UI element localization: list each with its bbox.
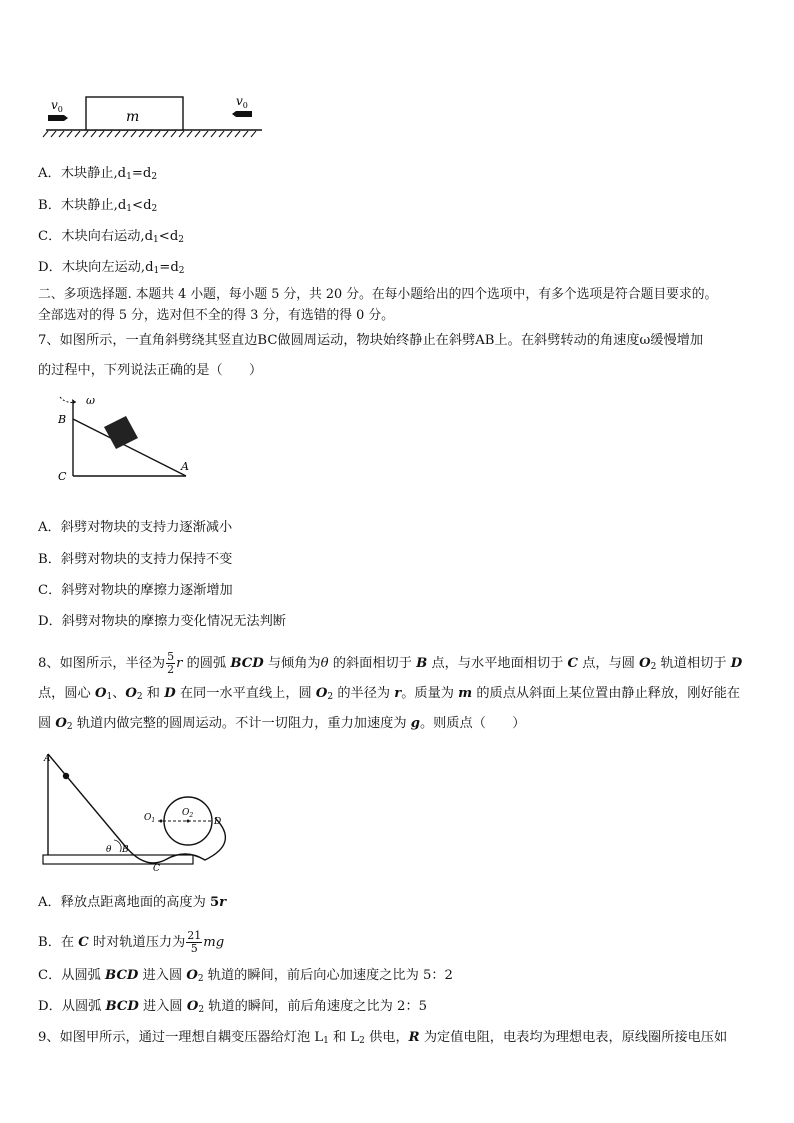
svg-text:B: B — [58, 413, 67, 426]
q6-option-a: A．木块静止$,d_1=d_2$ — [38, 166, 158, 182]
track-figure — [40, 748, 240, 873]
svg-text:A: A — [44, 754, 51, 764]
svg-text:O2: $O_2$ — [182, 808, 194, 819]
svg-text:v0: $v_0$ — [51, 98, 63, 114]
ground-base — [43, 855, 193, 864]
q9-stem-line1: 9、如图甲所示，通过一理想自耦变压器给灯泡 $L_1$ 和 $L_2$ 供电，R 为定值电阻，电表均为理想电表，原线圈所接电压如 — [38, 1030, 728, 1046]
block-bullets-figure — [40, 90, 270, 140]
wedge-figure — [48, 392, 198, 487]
q7-option-c: C．斜劈对物块的摩擦力逐渐增加 — [38, 583, 233, 598]
q6-option-b: B．木块静止$,d_1<d_2$ — [38, 198, 158, 214]
section2-instructions-line2: 全部选对的得 5 分，选对但不全的得 3 分，有选错的得 0 分。 — [38, 308, 394, 323]
svg-text:v0: $v_0$ — [236, 94, 248, 110]
svg-text:A: A — [181, 460, 189, 473]
q8-stem-line2: 点，圆心 $O_1$、$O_2$ 和 D 在同一水平直线上，圆 $O_2$ 的半径为 r。质量为 m 的质点从斜面上某位置由静止释放，刚好能在 — [38, 686, 741, 702]
section2-instructions-line1: 二、多项选择题. 本题共 4 小题，每小题 5 分，共 20 分。在每小题给出的四个选项中，有多个选项是符合题目要求的。 — [38, 287, 718, 302]
svg-text:C: C — [58, 470, 67, 483]
svg-text:O1: $O_1$ — [144, 813, 156, 824]
q8-option-c: C．从圆弧 BCD 进入圆 $O_2$ 轨道的瞬间，前后向心加速度之比为 5：2 — [38, 968, 453, 984]
q6-option-c: C．木块向右运动$,d_1<d_2$ — [38, 229, 185, 245]
svg-text:C: C — [153, 864, 160, 873]
q7-stem-line2: 的过程中，下列说法正确的是（ ） — [38, 363, 263, 378]
particle-mass-point — [63, 773, 69, 779]
q8-option-b: B．在 C 时对轨道压力为 $\frac{21}{5}$ mg — [38, 929, 225, 955]
q7-option-b: B．斜劈对物块的支持力保持不变 — [38, 552, 233, 567]
block-mass-label: m — [126, 109, 140, 125]
svg-text:D: D — [214, 817, 222, 827]
q6-option-d: D．木块向左运动$,d_1=d_2$ — [38, 260, 185, 276]
q8-stem-line3: 圆 $O_2$ 轨道内做完整的圆周运动。不计一切阻力，重力加速度为 g。则质点（ ） — [38, 716, 526, 732]
block-on-incline — [104, 416, 138, 449]
q8-option-a: A．释放点距离地面的高度为 5r — [38, 895, 227, 910]
svg-text:B: B — [122, 845, 129, 855]
q8-stem-line1: 8、如图所示，半径为 $\frac{5}{2}$ r 的圆弧 BCD 与倾角为θ 的斜面相切于 B 点，与水平地面相切于 C 点，与圆 $O_2$ 轨道相切于 D — [38, 650, 743, 676]
q7-stem-line1: 7、如图所示，一直角斜劈绕其竖直边BC做圆周运动，物块始终静止在斜劈AB上。在斜劈转动的角速度ω缓慢增加 — [38, 333, 704, 348]
q7-option-a: A．斜劈对物块的支持力逐渐减小 — [38, 520, 233, 535]
q7-option-d: D．斜劈对物块的摩擦力变化情况无法判断 — [38, 614, 286, 629]
left-bullet-icon — [48, 115, 68, 121]
q8-option-d: D．从圆弧 BCD 进入圆 $O_2$ 轨道的瞬间，前后角速度之比为 2：5 — [38, 999, 428, 1015]
svg-text:ω: ω — [86, 394, 95, 407]
svg-text:θ: θ — [106, 845, 112, 855]
right-bullet-icon — [232, 111, 252, 117]
